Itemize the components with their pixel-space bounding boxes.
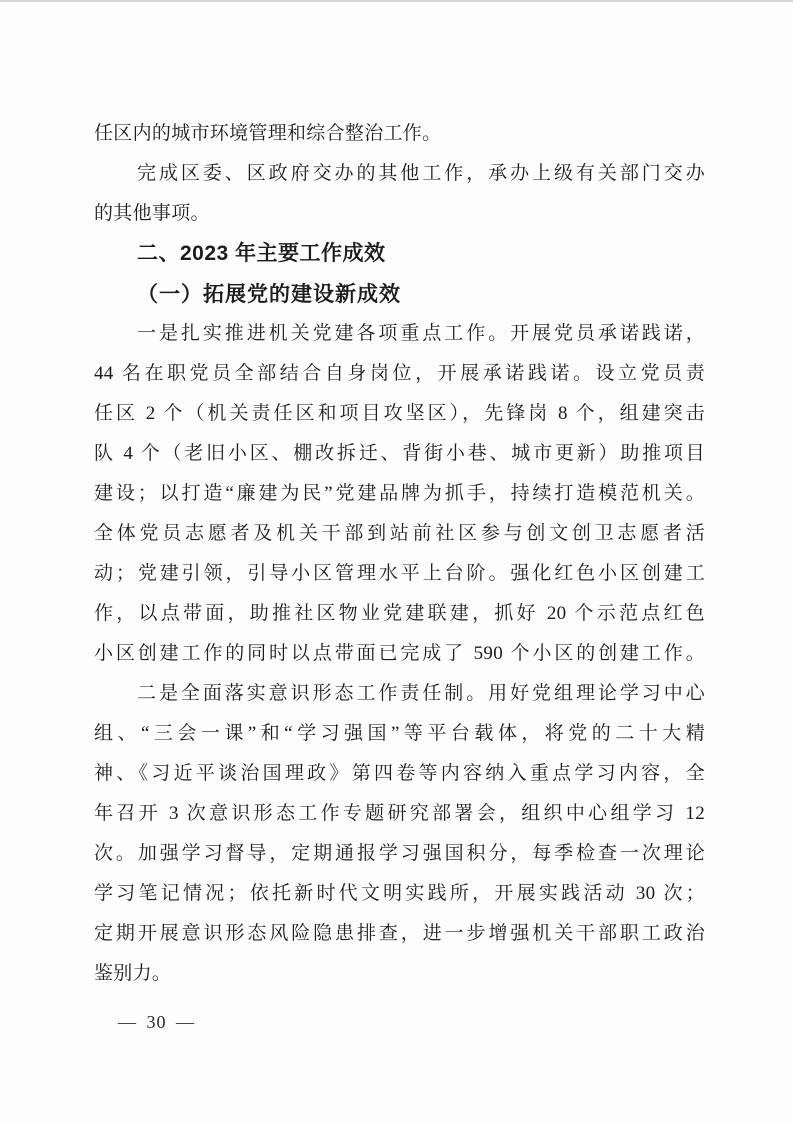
scan-edge-artifact [0,0,793,2]
section-heading: 二、2023 年主要工作成效 [137,242,386,265]
body-line: 44 名在职党员全部结合自身岗位，开展承诺践诺。设立党员责 [94,363,705,384]
body-line: 组、“三会一课”和“学习强国”等平台载体，将党的二十大精 [94,723,705,744]
page-footer [118,1012,195,1033]
body-line: 全体党员志愿者及机关干部到站前社区参与创文创卫志愿者活 [94,523,705,544]
body-line: 队 4 个（老旧小区、棚改拆迁、背街小巷、城市更新）助推项目 [94,443,705,464]
body-line: 任区 2 个（机关责任区和项目攻坚区），先锋岗 8 个，组建突击 [94,403,705,424]
body-line: 定期开展意识形态风险隐患排查，进一步增强机关干部职工政治 [94,923,705,944]
body-line: 鉴别力。 [94,963,172,984]
body-line: 次。加强学习督导，定期通报学习强国积分，每季检查一次理论 [94,843,705,864]
body-line: 小区创建工作的同时以点带面已完成了 590 个小区的创建工作。 [94,643,705,664]
subsection-heading: （一）拓展党的建设新成效 [137,282,401,306]
document-body [94,114,705,994]
body-line: 的其他事项。 [94,203,210,224]
body-line: 二是全面落实意识形态工作责任制。用好党组理论学习中心 [137,683,705,704]
body-line: 任区内的城市环境管理和综合整治工作。 [94,123,442,144]
body-line: 神、《习近平谈治国理政》第四卷等内容纳入重点学习内容，全 [94,763,705,784]
body-line: 学习笔记情况；依托新时代文明实践所，开展实践活动 30 次； [94,883,705,904]
body-line: 一是扎实推进机关党建各项重点工作。开展党员承诺践诺， [137,323,705,344]
body-line: 作，以点带面，助推社区物业党建联建，抓好 20 个示范点红色 [94,603,705,624]
body-line: 年召开 3 次意识形态工作专题研究部署会，组织中心组学习 12 [94,803,705,824]
body-line: 动；党建引领，引导小区管理水平上台阶。强化红色小区创建工 [94,563,705,584]
page-number: — 30 — [118,1012,195,1032]
body-line: 建设；以打造“廉建为民”党建品牌为抓手，持续打造模范机关。 [94,483,705,504]
body-line: 完成区委、区政府交办的其他工作，承办上级有关部门交办 [137,163,705,184]
